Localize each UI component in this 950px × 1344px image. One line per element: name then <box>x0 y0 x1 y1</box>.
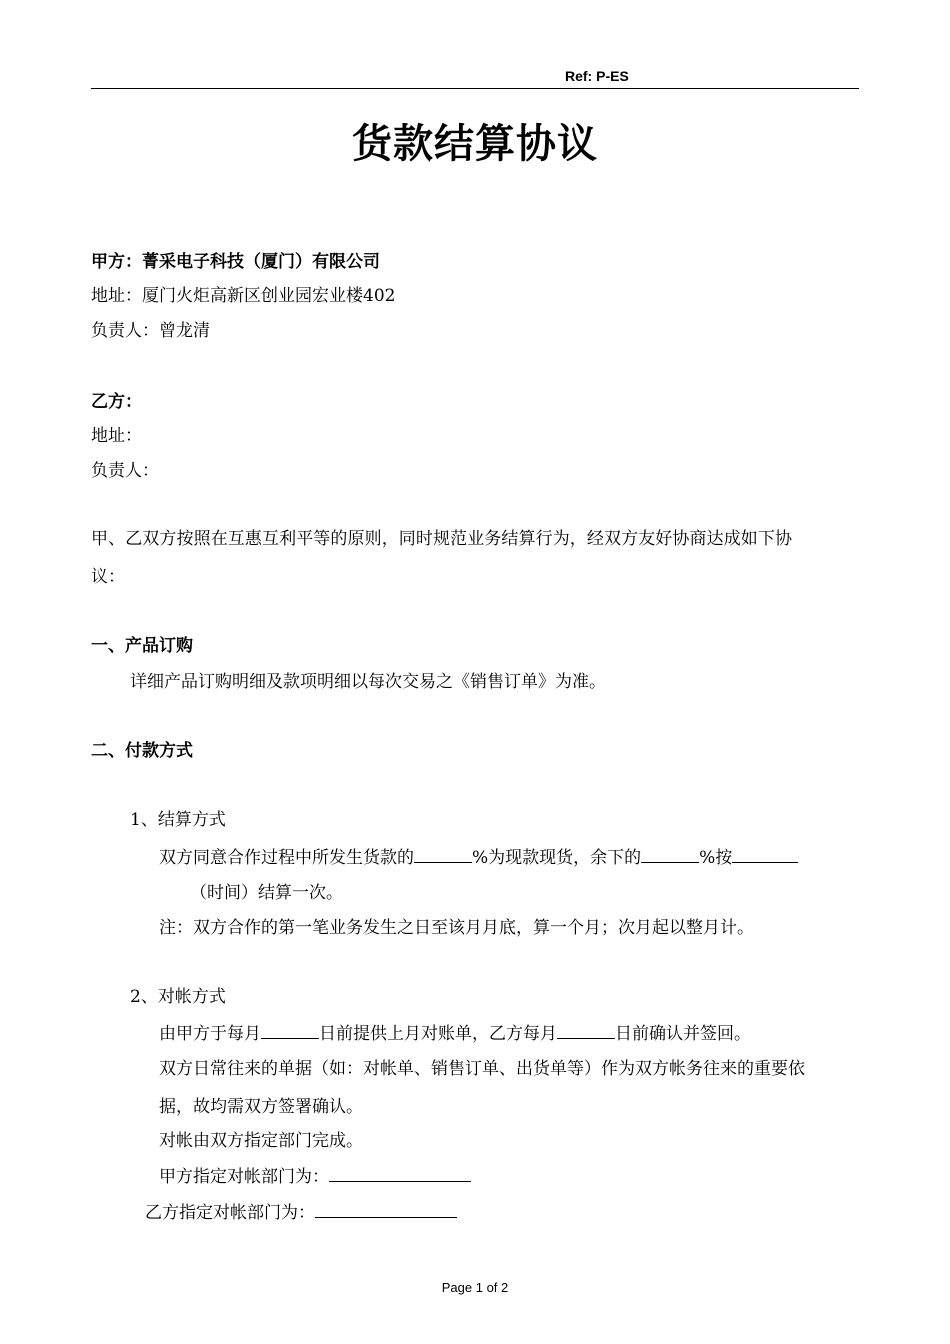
item-2-line-4: 对帐由双方指定部门完成。 <box>159 1131 363 1151</box>
header-rule <box>91 88 859 89</box>
settlement-time-blank[interactable] <box>732 845 798 863</box>
item-2-line-5 <box>159 1164 471 1188</box>
party-b-name: 乙方： <box>91 392 142 412</box>
party-a-dept-label: 甲方指定对帐部门为： <box>159 1167 329 1187</box>
party-a-address: 地址：厦门火炬高新区创业园宏业楼402 <box>91 286 396 306</box>
item-1-line-2: （时间）结算一次。 <box>190 883 343 903</box>
section-1-heading: 一、产品订购 <box>91 636 193 656</box>
document-ref: Ref: P-ES <box>565 68 629 84</box>
item-2-line-1-c: 日前确认并签回。 <box>615 1024 751 1044</box>
item-1-title: 1、结算方式 <box>130 810 226 830</box>
item-2-line-1-b: 日前提供上月对账单，乙方每月 <box>319 1024 557 1044</box>
statement-day-blank-1[interactable] <box>261 1021 319 1039</box>
item-1-line-1-c: %按 <box>699 848 733 868</box>
party-b-contact: 负责人： <box>91 461 159 481</box>
settlement-percent-blank-2[interactable] <box>641 845 699 863</box>
item-2-line-3: 据，故均需双方签署确认。 <box>159 1097 363 1117</box>
party-b-dept-label: 乙方指定对帐部门为： <box>145 1203 315 1223</box>
item-2-line-6 <box>145 1200 457 1224</box>
statement-day-blank-2[interactable] <box>557 1021 615 1039</box>
section-1-body: 详细产品订购明细及款项明细以每次交易之《销售订单》为准。 <box>130 672 606 692</box>
item-2-line-1 <box>159 1021 751 1045</box>
party-a-name: 甲方：菁采电子科技（厦门）有限公司 <box>91 252 380 272</box>
section-2-heading: 二、付款方式 <box>91 741 193 761</box>
party-a-dept-blank[interactable] <box>329 1164 471 1182</box>
party-b-address: 地址： <box>91 426 142 446</box>
intro-line-2: 议： <box>91 567 125 587</box>
item-2-line-1-a: 由甲方于每月 <box>159 1024 261 1044</box>
item-1-line-1-b: %为现款现货，余下的 <box>472 848 642 868</box>
item-1-line-1 <box>159 845 798 869</box>
page-title: 货款结算协议 <box>352 121 598 167</box>
page-number: Page 1 of 2 <box>441 1280 509 1295</box>
item-2-title: 2、对帐方式 <box>130 987 226 1007</box>
settlement-percent-blank-1[interactable] <box>414 845 472 863</box>
party-b-dept-blank[interactable] <box>315 1200 457 1218</box>
item-2-line-2: 双方日常往来的单据（如：对帐单、销售订单、出货单等）作为双方帐务往来的重要依 <box>159 1059 805 1079</box>
item-1-note: 注：双方合作的第一笔业务发生之日至该月月底，算一个月；次月起以整月计。 <box>159 918 754 938</box>
item-1-line-1-a: 双方同意合作过程中所发生货款的 <box>159 848 414 868</box>
intro-line-1: 甲、乙双方按照在互惠互利平等的原则，同时规范业务结算行为，经双方友好协商达成如下协 <box>91 529 793 549</box>
party-a-contact: 负责人：曾龙清 <box>91 321 210 341</box>
